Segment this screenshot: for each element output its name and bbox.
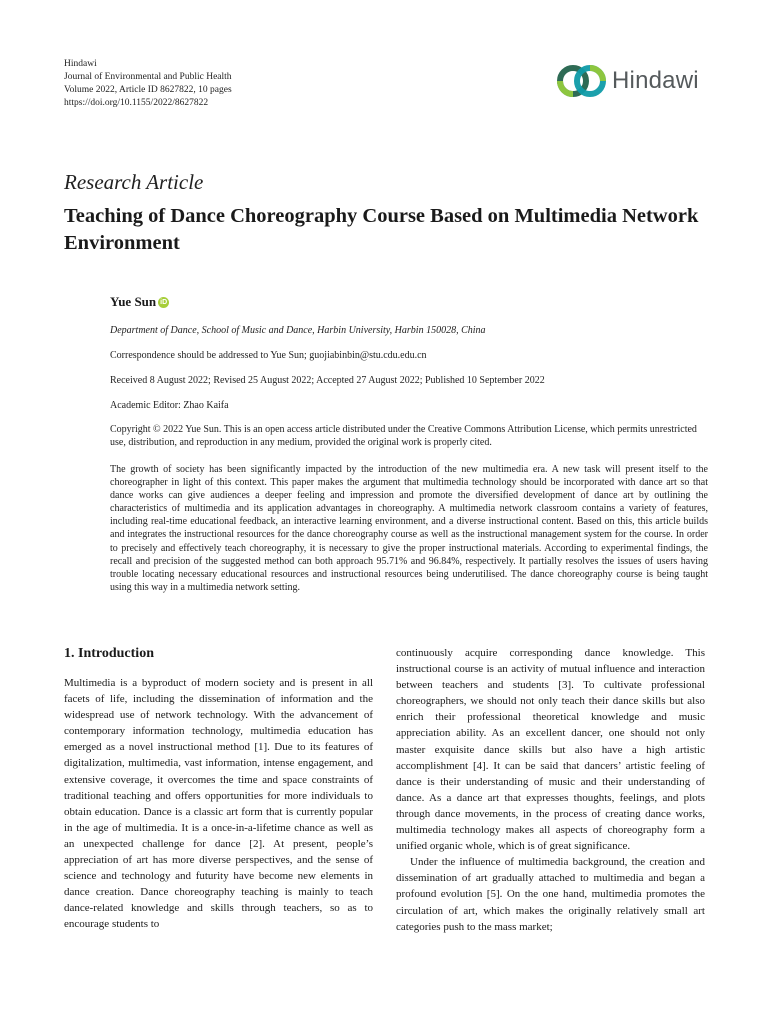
article-type: Research Article	[64, 170, 204, 194]
academic-editor: Academic Editor: Zhao Kaifa	[110, 400, 229, 411]
hindawi-logo	[556, 60, 706, 102]
journal-header	[64, 58, 232, 110]
author-name[interactable]: Yue Sun	[110, 294, 157, 309]
hindawi-logo-icon	[556, 61, 608, 101]
doi-link[interactable]: https://doi.org/10.1155/2022/8627822	[64, 98, 209, 108]
publisher-name: Hindawi	[64, 59, 97, 69]
abstract: The growth of society has been significantly impacted by the introduction of the new multimedia era. A new task will present itself to the choreographer in light of this context. This paper makes the argument that multimedia technology should be incorporated with dance art so that dance works can give audiences a deeper feeling and impression and promote the diversified development of dance art by outlining the characteristics of multimedia and its application advantages in choreography. A multimedia network classroom contains a variety of features, including real-time educational feedback, an interactive learning environment, and a diverse instructional content. Based on this, this article builds and integrates the instructional resources for the dance choreography course as well as the instructional management system for the course. In order to precisely and effectively teach choreography, it is necessary to give the proper instructional materials. According to experimental findings, the recall and precision of the suggested method can both approach 95.71% and 96.84%, respectively. It partially resolves the issues of users having trouble locating necessary educational resources and instructional resources being underutilised. The dance choreography course is being taught using this way in a multimedia network setting.	[110, 464, 708, 593]
affiliation: Department of Dance, School of Music and Dance, Harbin University, Harbin 150028, China	[110, 325, 486, 336]
publication-dates: Received 8 August 2022; Revised 25 August 2022; Accepted 27 August 2022; Published 10 September 2022	[110, 375, 545, 386]
section-heading: 1. Introduction	[64, 646, 154, 661]
paragraph: Multimedia is a byproduct of modern society and is present in all facets of life, including the dissemination of information and the widespread use of network technology. With the advancement of contemporary information technology, multimedia education has emerged as a novel instructional method [1]. Due to its features of digitalization, multimedia, vast information, intense engagement, and extensive coverage, it overcomes the time and space constraints of traditional teaching and offers opportunities for more individuals to obtain education. Dance is a classic art form that is currently popular in the age of multimedia. It is a once-in-a-lifetime chance as well as an unexpected challenge for dance [2]. At present, people’s appreciation of art has more diverse perspectives, and the sense of science and technology and futurity have become new elements in dance creation. Dance choreography teaching is mainly to teach dance-related knowledge and skills through teachers, so as to encourage students to	[64, 677, 373, 931]
author-line	[110, 294, 169, 310]
correspondence: Correspondence should be addressed to Yue Sun; guojiabinbin@stu.cdu.edu.cn	[110, 350, 427, 361]
hindawi-logo-text: Hindawi	[612, 67, 699, 94]
body-column-left	[64, 675, 373, 933]
volume-info: Volume 2022, Article ID 8627822, 10 pages	[64, 85, 232, 95]
orcid-icon[interactable]: iD	[160, 298, 168, 306]
article-title: Teaching of Dance Choreography Course Based on Multimedia Network Environment	[64, 205, 699, 254]
body-column-right	[396, 645, 705, 935]
copyright-notice: Copyright © 2022 Yue Sun. This is an open access article distributed under the Creative Commons Attribution License, which permits unrestricted use, distribution, and reproduction in any medium, provided the original work is properly cited.	[110, 424, 697, 448]
paragraph: Under the influence of multimedia background, the creation and dissemination of art gradually attached to multimedia and began a profound evolution [5]. On the one hand, multimedia promotes the circulation of art, which makes the originally relatively small art categories push to the mass market;	[396, 856, 705, 933]
paragraph: continuously acquire corresponding dance knowledge. This instructional course is an activity of mutual influence and interaction between teachers and students [3]. To cultivate professional choreographers, we should not only teach their dance skills but also enrich their professional theoretical knowledge and music appreciation ability. As an excellent dancer, one should not only master exquisite dance skills but also have a high artistic accomplishment [4]. It can be said that dancers’ artistic feeling of dance is their understanding of music and their understanding of dance. As a dance art that expresses thoughts, feelings, and plots through dance movements, in the process of creating dance works, multimedia technology makes all aspects of choreography form a unified organic whole, which is of great significance.	[396, 647, 705, 853]
journal-name: Journal of Environmental and Public Health	[64, 72, 232, 82]
